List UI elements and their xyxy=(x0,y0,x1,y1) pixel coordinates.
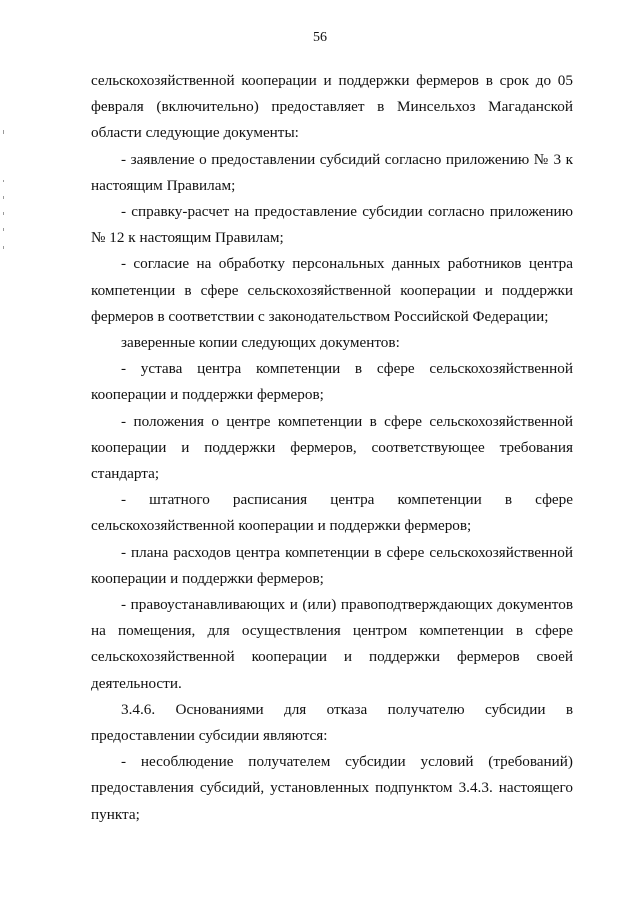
list-item: - заявление о предоставлении субсидий согласно приложению № 3 к настоящим Правилам; xyxy=(91,150,573,194)
list-item: - положения о центре компетенции в сфере сельскохозяйственной кооперации и поддержки фермеров, соответствующее требования стандарта; xyxy=(91,412,573,483)
list-item: - штатного расписания центра компетенции в сфере сельскохозяйственной кооперации и поддержки фермеров; xyxy=(91,491,573,535)
scan-edge-mark xyxy=(3,196,4,199)
scan-edge-mark xyxy=(3,246,4,249)
scan-edge-mark xyxy=(3,130,4,134)
scan-edge-mark xyxy=(3,180,4,182)
document-body xyxy=(91,68,573,828)
paragraph: заверенные копии следующих документов: xyxy=(121,334,400,352)
scan-edge-mark xyxy=(3,212,4,215)
scan-edge-mark xyxy=(3,228,4,231)
list-item: - согласие на обработку персональных данных работников центра компетенции в сфере сельскохозяйственной кооперации и поддержки фермеров в соответствии с законодательством Российской Федерации; xyxy=(91,255,573,325)
list-item: - плана расходов центра компетенции в сфере сельскохозяйственной кооперации и поддержки фермеров; xyxy=(91,543,573,587)
list-item: - справку-расчет на предоставление субсидии согласно приложению № 12 к настоящим Правилам; xyxy=(91,203,573,247)
section-paragraph: 3.4.6. Основаниями для отказа получателю субсидии в предоставлении субсидии являются: xyxy=(91,700,573,745)
list-item: - правоустанавливающих и (или) правоподтверждающих документов на помещения, для осуществления центром компетенции в сфере сельскохозяйственной кооперации и поддержки фермеров своей деятельности. xyxy=(91,596,573,692)
page-number: 56 xyxy=(313,30,327,45)
list-item: - несоблюдение получателем субсидии условий (требований) предоставления субсидий, установленных подпунктом 3.4.3. настоящего пункта; xyxy=(91,753,573,823)
paragraph: сельскохозяйственной кооперации и поддержки фермеров в срок до 05 февраля (включительно) предоставляет в Минсельхоз Магаданской области следующие документы: xyxy=(91,72,573,142)
list-item: - устава центра компетенции в сфере сельскохозяйственной кооперации и поддержки фермеров; xyxy=(91,360,573,404)
